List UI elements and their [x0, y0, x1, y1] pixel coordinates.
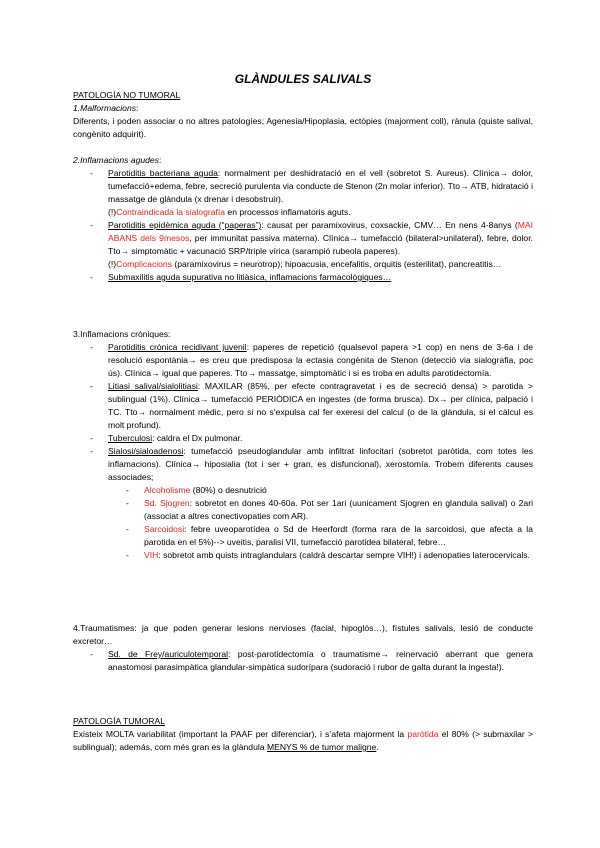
- section-non-tumoral: [73, 89, 533, 141]
- s2-heading: 2.Inflamacions agudes:: [73, 155, 162, 165]
- heading-tumoral: PATOLOGÍA TUMORAL: [73, 716, 166, 726]
- section-chronic: [73, 328, 533, 562]
- chronic-list: [73, 341, 533, 484]
- trauma-list: [73, 648, 533, 674]
- section-acute: [73, 154, 533, 284]
- section-tumoral: [73, 715, 533, 754]
- causes-list: [73, 484, 533, 562]
- s1-heading: 1.Malformacions:: [73, 103, 139, 113]
- s1-text: Diferents, i poden associar o no altres patologíes; Agenesia/Hipoplasia, ectòpies (majorment coll), rànula (quiste salival, congènito adquirit).: [73, 116, 533, 139]
- list-item: - Alcoholisme (80%) o desnutrició: [73, 484, 533, 497]
- list-item: - VIH: sobretot amb quists intraglandulars (caldrà descartar sempre VIH!) i adenopaties laterocervicals.: [73, 549, 533, 562]
- page-title: GLÀNDULES SALIVALS: [234, 72, 372, 86]
- heading-non-tumoral: PATOLOGÍA NO TUMORAL: [73, 90, 181, 100]
- acute-list: [73, 167, 533, 284]
- list-item: - Parotiditis epidèmica aguda (“paperas”): causat per paramixovirus, coxsackie, CMV… En nens 4-8anys (MAI ABANS dels 9mesos, per immunitat passiva materna). Clínica→ tumefacció (bilateral>unilateral), febre, dolor. Tto→ simptomàtic + vacunació SRP/triple vírica (sarampió rubeola paperes).: [73, 219, 533, 258]
- section-trauma: [73, 622, 533, 674]
- list-item: - Sialosi/sialoadenosi: tumefacció pseudoglandular amb infiltrat linfocitari (sobretot paròtida, com totes les inflamacions). Clínica→ hiposialia (tot i ser + gran, es disfuncional), xerostomía. Trobem diferents causes associades;: [73, 445, 533, 484]
- list-item: - Sd. de Frey/auriculotemporal: post-parotidectomía o traumatisme→ reinervació aberrant que genera anastomosi parasimpàtica glandular-simpàtica sudorípara (sudoració i rubor de galta durant la ingesta!).: [73, 648, 533, 674]
- list-note: (!)Complicacions (paramixovirus = neurotrop); hipoacusia, encefalitis, orquitis (esterilitat), pancreatitis…: [108, 259, 502, 269]
- tumoral-text: Existeix MOLTA variabilitat (important la PAAF per diferenciar), i s’afeta majorment la paròtida el 80% (> submaxilar > sublingual); además, com més gran es la glàndula MENYS % de tumor maligne.: [73, 729, 533, 752]
- list-item: - Submaxilitis aguda supurativa no litiàsica, inflamacions farmacològiques…: [73, 271, 533, 284]
- s4-text: 4.Traumatismes: ja que poden generar lesions nervioses (facial, hipoglós…), fístules salivals, lesió de conducte excretor…: [73, 623, 533, 646]
- s3-heading: 3.Inflamacions cròniques:: [73, 329, 171, 339]
- list-item: - Tuberculosi: caldra el Dx pulmonar.: [73, 432, 533, 445]
- list-item: - Parotiditis crònica recidivant juvenil: paperes de repetició (qualsevol papera >1 cop) en nens de 3-6a i de resolució espontània→ es creu que predisposa la ectasia congènita de Stenon (detecció via sialografia, poc ús). Clínica→ igual que paperes. Tto→ massatge, simptomàtic i si es troba en adults parotidectomía.: [73, 341, 533, 380]
- list-item: - Parotiditis bacteriana aguda: normalment per deshidratació en el vell (sobretot S. Aureus). Clínica→ dolor, tumefacció+edema, febre, secreció purulenta via conducte de Stenon (2n molar inferior). Tto→ ATB, hidratació i massatge de glàndula (x drenar i desobstruir).: [73, 167, 533, 206]
- list-item: - Litiasi salival/sialolitiasi: MAXILAR (85%, per efecte contragravetat i es de secreció densa) > parotida > sublingual (1%). Clínica→ tumefacció PERIÒDICA en ingestes (de forma brusca). Dx→ per clínica, palpació i TC. Tto→ normalment mèdic, pero si no s’expulsa cal fer exeresi del calcul (o de la glàndula, si el càlcul es molt profund).: [73, 380, 533, 432]
- list-item: - Sd. Sjogren: sobretot en dones 40-60a. Pot ser 1ari (uunicament Sjogren en glandula salival) o 2ari (associat a altres conectivopaties com AR).: [73, 497, 533, 523]
- list-item: - Sarcoidosi: febre uveoparotídea o Sd de Heerfordt (forma rara de la sarcoidosi, que afecta a la parotida en el 5%)--> uveitis, paralisi VII, tumefacció parotidea bilateral, febre…: [73, 523, 533, 549]
- list-note: (!)Contraindicada la sialografía en processos inflamatoris aguts.: [108, 207, 351, 217]
